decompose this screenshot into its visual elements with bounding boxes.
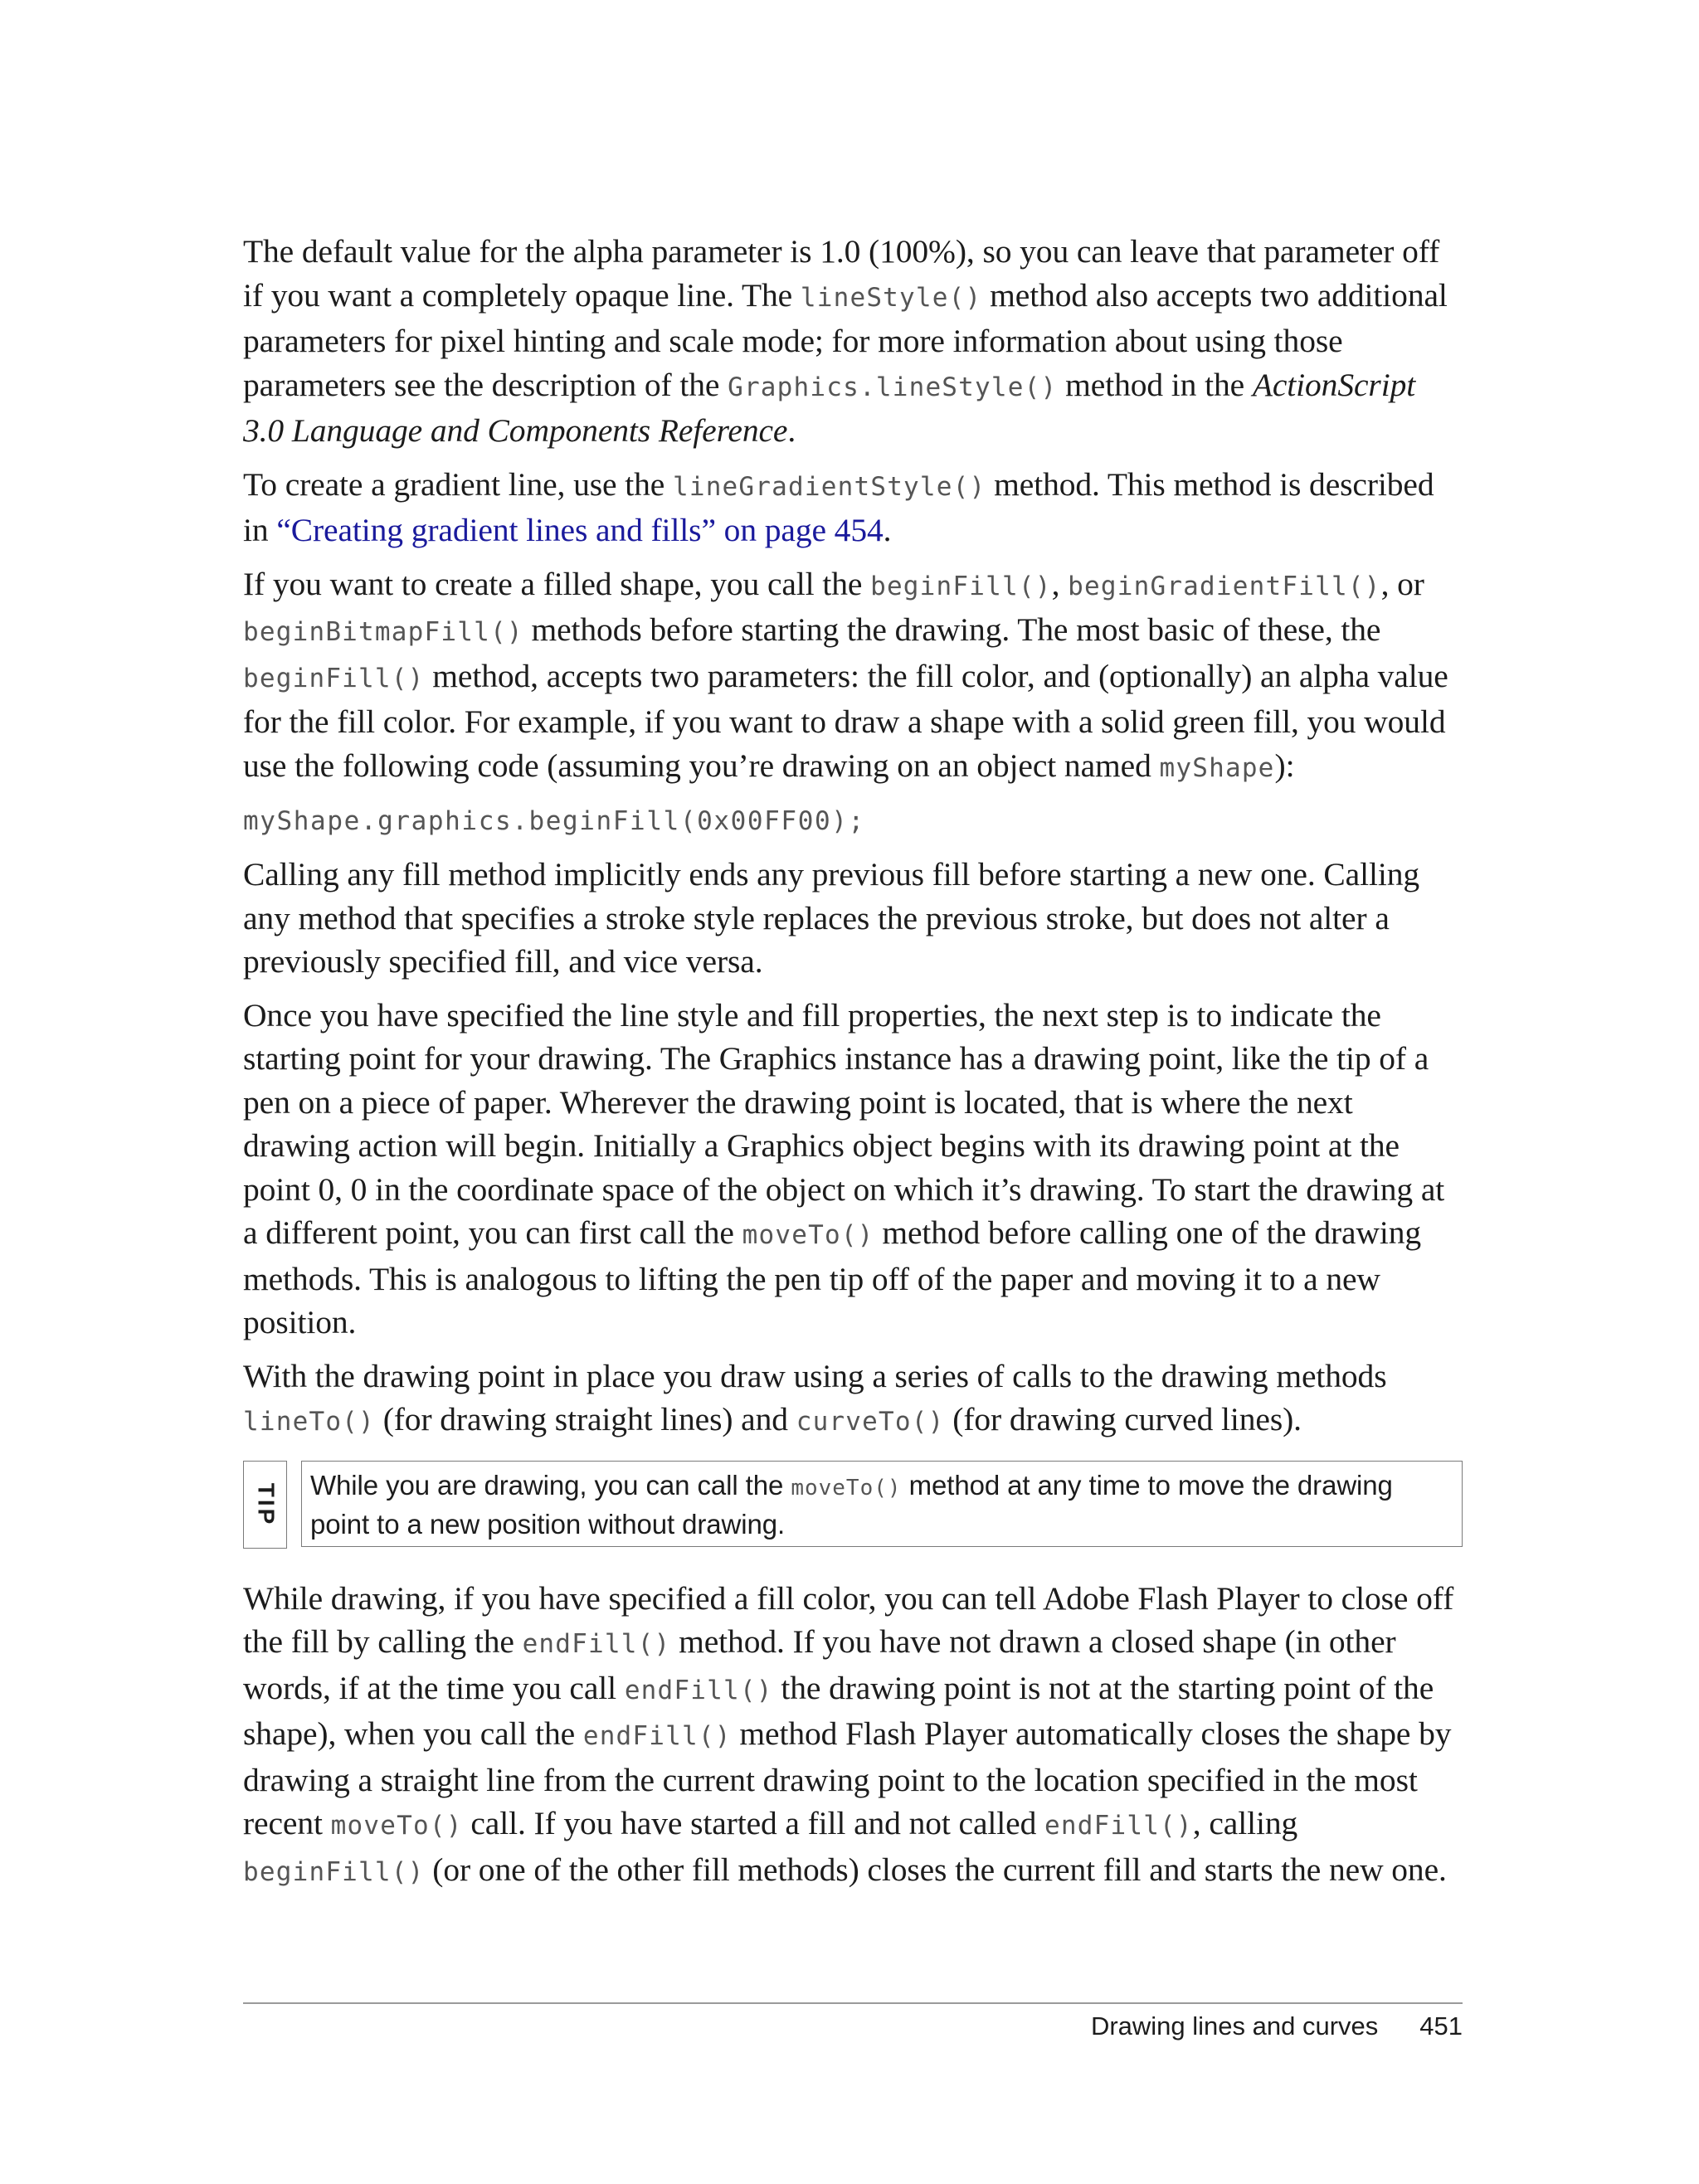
- code-example: myShape.graphics.beginFill(0x00FF00);: [243, 806, 865, 836]
- tip-label: TIP: [252, 1482, 279, 1526]
- code-curveto: curveTo(): [796, 1407, 945, 1437]
- code-myshape: myShape: [1159, 752, 1275, 783]
- paragraph-fill-method: Calling any fill method implicitly ends any previous fill before starting a new one. Calling any method that specifies a stroke style replaces the previous stroke, but does not alter a previously specified fill, and vice versa.: [243, 856, 1419, 980]
- paragraph-alpha-default: The default value for the alpha parameter is 1.0 (100%), so you can leave that parameter off if you want a completely opaque line. The lineStyle() method also accepts two additional parameters for pixel hinting and scale mode; for more information about using those parameters see the description of the Graphics.lineStyle() method in the ActionScript 3.0 Language and Components Reference.: [243, 233, 1448, 449]
- paragraph-filled-shape: If you want to create a filled shape, you call the beginFill(), beginGradientFill(), or beginBitmapFill() methods before starting the drawing. The most basic of these, the beginFill() method, accepts two parameters: the fill color, and (optionally) an alpha value for the fill color. For example, if you want to draw a shape with a solid green fill, you would use the following code (assuming you’re drawing on an object named myShape):: [243, 565, 1448, 784]
- body-text: [243, 230, 1463, 1904]
- code-beginfill: beginFill(): [870, 571, 1052, 601]
- footer-divider: [243, 2002, 1463, 2004]
- code-beginfill: beginFill(): [243, 663, 425, 693]
- paragraph-drawing-methods: With the drawing point in place you draw using a series of calls to the drawing methods lineTo() (for drawing straight lines) and curveTo() (for drawing curved lines).: [243, 1357, 1387, 1437]
- code-endfill: endFill(): [522, 1629, 671, 1659]
- page-footer: [1091, 2011, 1463, 2041]
- code-moveto: moveTo(): [791, 1475, 902, 1501]
- reference-title: ActionScript 3.0 Language and Components Reference: [243, 366, 1416, 449]
- paragraph-gradient-line: To create a gradient line, use the lineGradientStyle() method. This method is described in “Creating gradient lines and fills” on page 454.: [243, 465, 1434, 548]
- footer-section-title: Drawing lines and curves: [1090, 2011, 1379, 2041]
- code-beginfill: beginFill(): [243, 1856, 425, 1887]
- cross-reference-link[interactable]: “Creating gradient lines and fills” on page 454: [276, 512, 884, 548]
- code-moveto: moveTo(): [742, 1220, 874, 1250]
- code-moveto: moveTo(): [330, 1811, 463, 1841]
- tip-text: While you are drawing, you can call the moveTo() method at any time to move the drawing point to a new position without drawing.: [301, 1461, 1463, 1547]
- code-graphics-linestyle: Graphics.lineStyle(): [728, 372, 1058, 402]
- tip-label-box: [243, 1461, 287, 1549]
- code-lineto: lineTo(): [243, 1407, 375, 1437]
- code-linestyle: lineStyle(): [800, 282, 982, 313]
- code-begingradientfill: beginGradientFill(): [1068, 571, 1381, 601]
- tip-box: [243, 1461, 1463, 1549]
- paragraph-drawing-point: Once you have specified the line style and fill properties, the next step is to indicate the starting point for your drawing. The Graphics instance has a drawing point, like the tip of a pen on a piece of paper. Wherever the drawing point is located, that is where the next drawing action will begin. Initially a Graphics object begins with its drawing point at the point 0, 0 in the coordinate space of the object on which it’s drawing. To start the drawing at a different point, you can first call the moveTo() method before calling one of the drawing methods. This is analogous to lifting the pen tip off of the paper and moving it to a new position.: [243, 996, 1445, 1340]
- page-number: 451: [1419, 2011, 1463, 2041]
- code-linegradientstyle: lineGradientStyle(): [672, 471, 986, 502]
- code-beginbitmapfill: beginBitmapFill(): [243, 617, 523, 647]
- code-endfill: endFill(): [582, 1721, 732, 1751]
- code-endfill: endFill(): [1044, 1811, 1193, 1841]
- code-endfill: endFill(): [624, 1675, 773, 1705]
- paragraph-endfill: While drawing, if you have specified a fill color, you can tell Adobe Flash Player to close off the fill by calling the endFill() method. If you have not drawn a closed shape (in other words, if at the time you call endFill() the drawing point is not at the starting point of the shape), when you call the endFill() method Flash Player automatically closes the shape by drawing a straight line from the current drawing point to the location specified in the most recent moveTo() call. If you have started a fill and not called endFill(), calling beginFill() (or one of the other fill methods) closes the current fill and starts the new one.: [243, 1579, 1454, 1888]
